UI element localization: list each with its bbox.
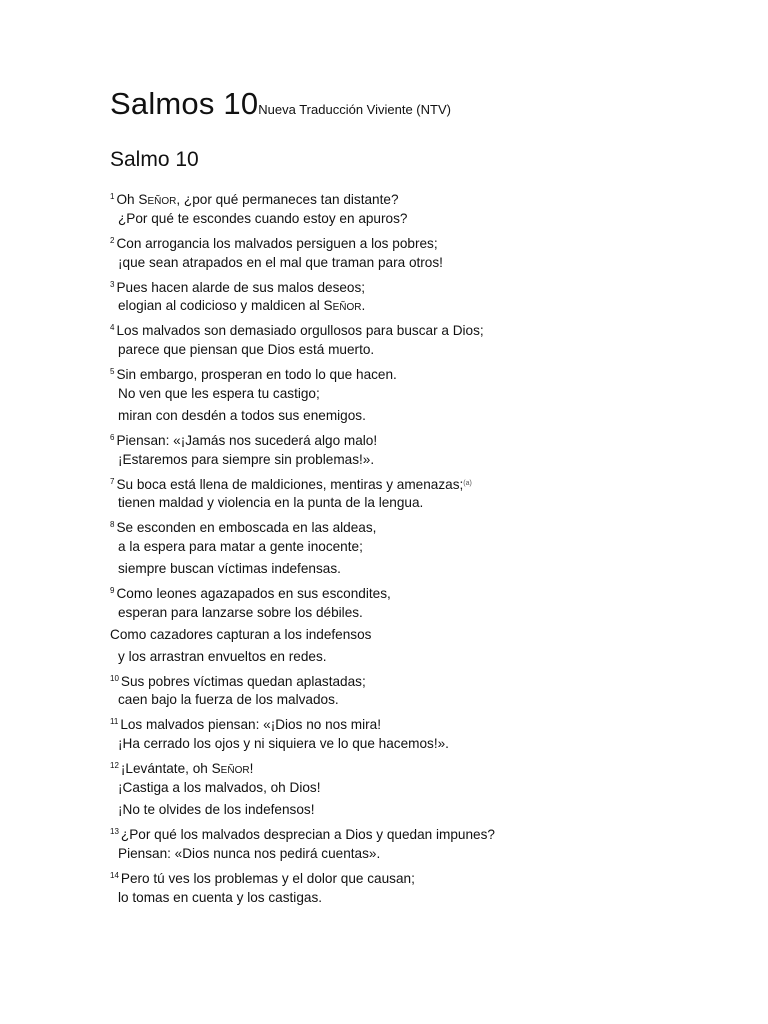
verse-text: ¡Ha cerrado los ojos y ni siquiera ve lo que hacemos!». (118, 736, 449, 752)
verse-number: 10 (110, 673, 119, 683)
divine-name: Señor (323, 298, 362, 314)
verse-text: ¡No te olvides de los indefensos! (118, 801, 315, 817)
verse-line (110, 821, 730, 843)
verse-text: ¡que sean atrapados en el mal que traman para otros! (118, 254, 443, 270)
verse-continuation-line (110, 624, 730, 646)
verse-line (110, 865, 730, 887)
verse-text: y los arrastran envueltos en redes. (118, 648, 327, 664)
verse-number: 14 (110, 870, 119, 880)
title-row (110, 84, 730, 124)
verse-text: No ven que les espera tu castigo; (118, 386, 320, 402)
verse-continuation-line (110, 646, 730, 668)
verse-text: Pues hacen alarde de sus malos deseos; (116, 279, 366, 295)
verse-text: , ¿por qué permaneces tan distante? (176, 192, 399, 207)
verse-continuation-line (110, 449, 730, 471)
verse-number: 2 (110, 235, 115, 245)
footnote-marker: (a) (463, 479, 472, 487)
verse-number: 11 (110, 717, 119, 727)
verse-continuation-line (110, 536, 730, 558)
verse-text: ¡Castiga a los malvados, oh Dios! (118, 780, 321, 796)
verse-number: 12 (110, 761, 119, 771)
verse-text: Pero tú ves los problemas y el dolor que causan; (120, 870, 415, 886)
verse-continuation-line (110, 689, 730, 711)
verse-text: a la espera para matar a gente inocente; (118, 539, 363, 555)
verse-line (110, 755, 730, 777)
verse-text: lo tomas en cuenta y los castigas. (118, 889, 323, 905)
verse-text: ¡Estaremos para siempre sin problemas!». (118, 451, 375, 467)
verse-text: ¿Por qué los malvados desprecian a Dios y quedan impunes? (120, 826, 495, 842)
verse-text: Sus pobres víctimas quedan aplastadas; (120, 673, 366, 689)
verse-continuation-line (110, 295, 730, 317)
document-page (110, 84, 730, 908)
verse-text: esperan para lanzarse sobre los débiles. (118, 604, 363, 620)
verse-text: Los malvados piensan: «¡Dios no nos mira! (120, 717, 381, 733)
divine-name: Señor (211, 761, 250, 777)
verse-list (110, 186, 730, 908)
verse-text: Como cazadores capturan a los indefensos (110, 626, 372, 642)
verse-continuation-line (110, 208, 730, 230)
verse-text: Con arrogancia los malvados persiguen a los pobres; (116, 235, 438, 251)
verse-text: Los malvados son demasiado orgullosos para buscar a Dios; (116, 323, 484, 339)
verse-number: 5 (110, 367, 115, 377)
verse-line (110, 668, 730, 690)
verse-number: 1 (110, 192, 115, 201)
verse-continuation-line (110, 602, 730, 624)
page-title: Salmos 10 (110, 86, 259, 121)
verse-line (110, 514, 730, 536)
verse-continuation-line (110, 558, 730, 580)
verse-line (110, 317, 730, 339)
verse-text: ¿Por qué te escondes cuando estoy en apuros? (118, 210, 408, 226)
verse-line (110, 471, 730, 493)
verse-number: 4 (110, 323, 115, 333)
verse-number: 6 (110, 432, 115, 442)
verse-continuation-line (110, 252, 730, 274)
verse-continuation-line (110, 777, 730, 799)
verse-text: Sin embargo, prosperan en todo lo que hacen. (116, 367, 397, 383)
verse-continuation-line (110, 843, 730, 865)
verse-text: tienen maldad y violencia en la punta de la lengua. (118, 495, 424, 511)
verse-text: miran con desdén a todos sus enemigos. (118, 407, 366, 423)
verse-text: ¡Levántate, oh (120, 761, 212, 777)
verse-text: Piensan: «Dios nunca nos pedirá cuentas». (118, 845, 381, 861)
verse-line (110, 230, 730, 252)
verse-number: 8 (110, 520, 115, 530)
verse-continuation-line (110, 405, 730, 427)
verse-continuation-line (110, 733, 730, 755)
verse-text: siempre buscan víctimas indefensas. (118, 561, 341, 577)
verse-number: 3 (110, 279, 115, 289)
verse-line (110, 274, 730, 296)
verse-line (110, 361, 730, 383)
verse-number: 7 (110, 476, 115, 486)
verse-text: Su boca está llena de maldiciones, mentiras y amenazas; (116, 476, 464, 492)
verse-number: 13 (110, 826, 119, 836)
verse-text: Como leones agazapados en sus escondites, (116, 586, 391, 602)
verse-continuation-line (110, 799, 730, 821)
verse-text: Se esconden en emboscada en las aldeas, (116, 520, 377, 536)
verse-line (110, 427, 730, 449)
divine-name: Señor (138, 192, 177, 207)
verse-continuation-line (110, 339, 730, 361)
verse-continuation-line (110, 383, 730, 405)
verse-text: caen bajo la fuerza de los malvados. (118, 692, 339, 708)
verse-text: parece que piensan que Dios está muerto. (118, 342, 375, 358)
verse-number: 9 (110, 586, 115, 596)
verse-line (110, 580, 730, 602)
verse-line (110, 711, 730, 733)
verse-text: Piensan: «¡Jamás nos sucederá algo malo! (116, 432, 378, 448)
verse-text: Oh (116, 192, 139, 207)
verse-line (110, 186, 730, 208)
translation-label: Nueva Traducción Viviente (NTV) (258, 102, 451, 117)
verse-text: ! (249, 761, 254, 777)
verse-continuation-line (110, 492, 730, 514)
psalm-heading: Salmo 10 (110, 148, 199, 171)
verse-continuation-line (110, 887, 730, 909)
verse-text: . (361, 298, 366, 314)
verse-text: elogian al codicioso y maldicen al (118, 298, 324, 314)
